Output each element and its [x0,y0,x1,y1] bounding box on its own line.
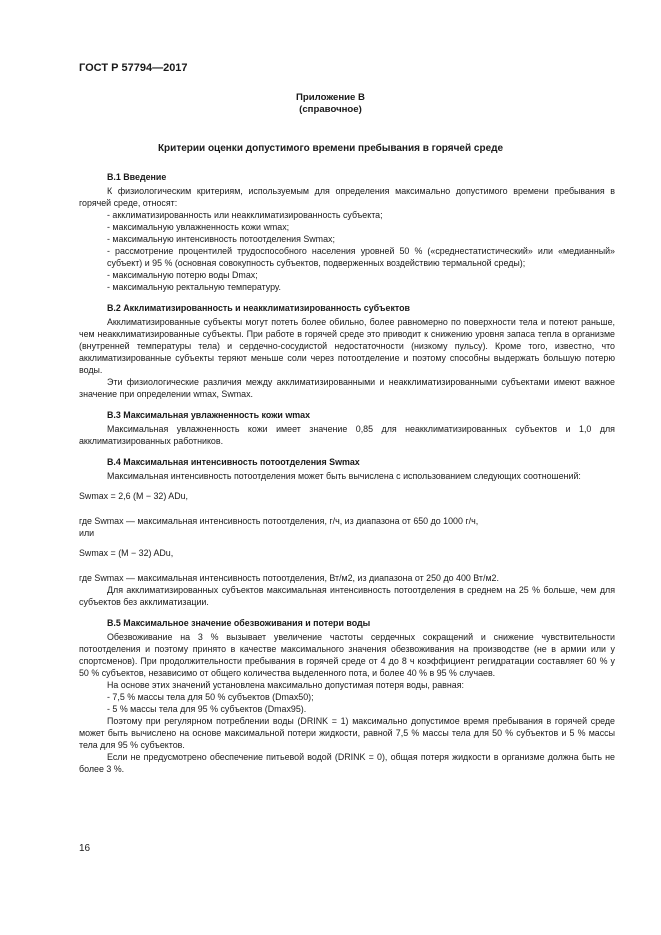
appendix-label: Приложение В [296,92,365,103]
list-item: - максимальную потерю воды Dmax; [107,270,258,280]
section-b2-paragraph: Эти физиологические различия между акклиматизированными и неакклиматизированными субъектами имеют важное значение при определении wmax, Swmax. [79,377,615,399]
section-b5-paragraph: На основе этих значений установлена максимально допустимая потеря воды, равная: [107,680,464,690]
section-b2-heading: В.2 Акклиматизированность и неакклиматизированность субъектов [107,303,411,313]
document-body [79,167,615,775]
section-b4-paragraph: Максимальная интенсивность потоотделения может быть вычислена с использованием следующих соотношений: [107,471,581,481]
list-item: - 5 % массы тела для 95 % субъектов (Dmax95). [107,704,307,714]
formula-2-explanation: где Swmax — максимальная интенсивность потоотделения, Вт/м2, из диапазона от 250 до 400 Вт/м2. [79,573,499,583]
section-b5-heading: В.5 Максимальное значение обезвоживания и потери воды [107,618,371,628]
section-b3-heading: В.3 Максимальная увлажненность кожи wmax [107,410,311,420]
section-b5-paragraph: Если не предусмотрено обеспечение питьевой водой (DRINK = 0), общая потеря жидкости в организме должна быть не более 3 %. [79,752,615,774]
section-b2-paragraph: Акклиматизированные субъекты могут потеть более обильно, более равномерно по поверхности тела и потеют раньше, чем неакклиматизированные субъекты. При работе в горячей среде это приводит к снижению уровня запаса тепла в организме (внутренней температуры тела) и сердечно-сосудистой недостаточности (низкому пульсу). Кроме того, известно, что акклиматизированные субъекты теряют меньше соли через потоотделение и поэтому способны выдержать большую потерю воды. [79,317,615,375]
formula-1: Swmax = 2,6 (M − 32) ADu, [79,491,189,501]
section-b1-heading: В.1 Введение [107,172,167,182]
list-item: - максимальную увлажненность кожи wmax; [107,222,290,232]
list-item: - 7,5 % массы тела для 50 % субъектов (Dmax50); [107,692,314,702]
list-item: - максимальную ректальную температуру. [107,282,281,292]
page-number: 16 [79,843,91,854]
list-item: - максимальную интенсивность потоотделения Swmax; [107,234,335,244]
list-item: - акклиматизированность или неакклиматизированность субъекта; [107,210,383,220]
or-connector: или [79,528,95,538]
section-b1-intro: К физиологическим критериям, используемым для определения максимально допустимого времени пребывания в горячей среде, относят: [79,186,615,208]
section-b5-paragraph: Обезвоживание на 3 % вызывает увеличение частоты сердечных сокращений и снижение чувствительности потоотделения и поэтому принято в качестве максимального значения обезвоживания на производстве (не в армии или у спортсменов). При продолжительности пребывания в горячей среде от 4 до 8 ч коэффициент регидратации составляет 60 % у 50 % субъектов, независимо от общего количества выделенного пота, и более 40 % в 95 % случаев. [79,632,615,678]
appendix-title: Критерии оценки допустимого времени пребывания в горячей среде [157,143,504,154]
section-b4-paragraph: Для акклиматизированных субъектов максимальная интенсивность потоотделения в среднем на 25 % больше, чем для субъектов без акклиматизации. [79,585,615,607]
list-item: - рассмотрение процентилей трудоспособного населения уровней 50 % («среднестатистический» или «медианный» субъект) и 95 % (основная совокупность субъектов, подверженных воздействию термальной среды); [107,246,615,268]
standard-header: ГОСТ Р 57794—2017 [79,62,188,74]
section-b4-heading: В.4 Максимальная интенсивность потоотделения Swmax [107,457,360,467]
appendix-type: (справочное) [299,104,362,115]
formula-1-explanation: где Swmax — максимальная интенсивность потоотделения, г/ч, из диапазона от 650 до 1000 г/ч, [79,516,479,526]
formula-2: Swmax = (M − 32) ADu, [79,548,174,558]
section-b3-paragraph: Максимальная увлажненность кожи имеет значение 0,85 для неакклиматизированных субъектов и 1,0 для акклиматизированных работников. [79,424,615,446]
section-b5-paragraph: Поэтому при регулярном потреблении воды (DRINK = 1) максимально допустимое время пребывания в горячей среде может быть вычислено на основе максимальной потери жидкости, равной 7,5 % массы тела для 50 % субъектов и 5 % массы тела для 95 % субъектов. [79,716,615,750]
